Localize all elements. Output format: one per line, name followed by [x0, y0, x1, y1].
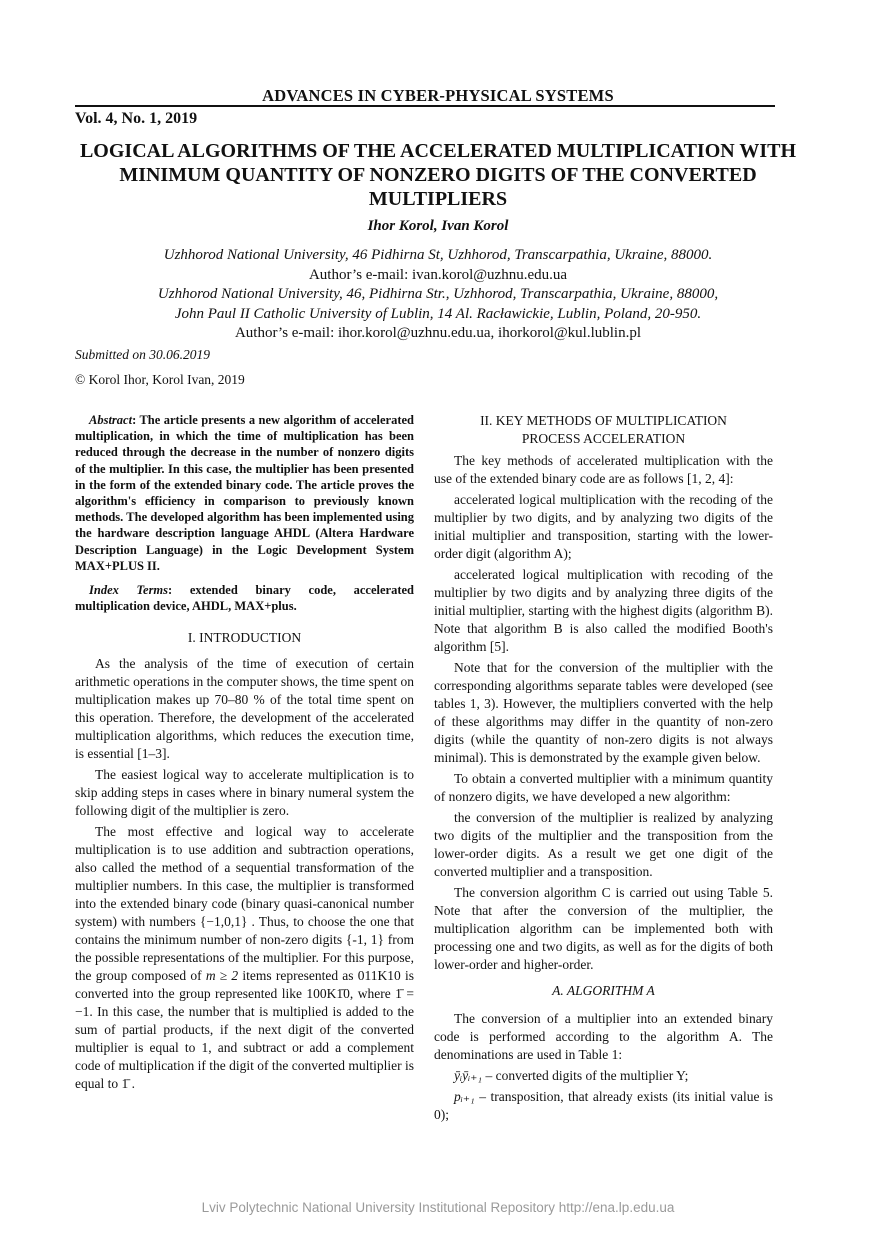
authors: Ihor Korol, Ivan Korol	[367, 218, 509, 234]
math-symbol: ȳᵢȳᵢ₊₁	[454, 1068, 483, 1083]
affiliation-2a: Uzhhorod National University, 46, Pidhirna Str., Uzhhorod, Transcarpathia, Ukraine, 88000,	[157, 286, 719, 302]
paper-title: LOGICAL ALGORITHMS OF THE ACCELERATED MULTIPLICATION WITH MINIMUM QUANTITY OF NONZERO DIGITS OF THE CONVERTED MULTIPLIERS	[79, 140, 797, 210]
paragraph: The key methods of accelerated multiplication with the use of the extended binary code are as follows [1, 2, 4]:	[434, 453, 773, 486]
subsection-heading-algorithm-a: A. ALGORITHM A	[552, 983, 655, 998]
paragraph: accelerated logical multiplication with recoding of the multiplier by two digits and by analyzing three digits of the initial multiplier, starting with the highest digits (algorithm B). Note that algorithm B is also called the modified Booth's algorithm [5].	[434, 567, 773, 654]
author-email-2: Author’s e-mail: ihor.korol@uzhnu.edu.ua, ihorkorol@kul.lublin.pl	[234, 325, 642, 341]
header-rule	[75, 105, 775, 107]
paragraph: pᵢ₊₁ – transposition, that already exists (its initial value is 0);	[434, 1089, 773, 1122]
paragraph: To obtain a converted multiplier with a minimum quantity of nonzero digits, we have developed a new algorithm:	[434, 771, 773, 804]
math-symbol: pᵢ₊₁	[454, 1089, 475, 1104]
introduction-body	[75, 655, 414, 1093]
affiliation-2b: John Paul II Catholic University of Lublin, 14 Al. Racławickie, Lublin, Poland, 20-950.	[174, 305, 702, 322]
affiliations	[60, 246, 816, 344]
paragraph: ȳᵢȳᵢ₊₁ – converted digits of the multiplier Y;	[454, 1068, 689, 1083]
paragraph: The easiest logical way to accelerate multiplication is to skip adding steps in cases where in binary numeral system the following digit of the multiplier is zero.	[75, 767, 414, 818]
copyright: © Korol Ihor, Korol Ivan, 2019	[75, 372, 245, 387]
paragraph: accelerated logical multiplication with the recoding of the multiplier by two digits, and by analyzing two digits of the initial multiplier and transposition, starting with the lower-order digit (algorithm A);	[434, 492, 773, 561]
affiliation-1: Uzhhorod National University, 46 Pidhirna St, Uzhhorod, Transcarpathia, Ukraine, 88000.	[163, 247, 713, 263]
math-one-bar: 1̄ = −1	[75, 986, 414, 1019]
abstract-label: Abstract	[89, 413, 133, 427]
paragraph: The most effective and logical way to accelerate multiplication is to use addition and subtraction operations, also called the method of a sequential transformation of the multiplier numbers. In this case, the multiplier is transformed into the extended binary code (binary quasi-canonical number system) with numbers {−1,0,1} . Thus, to choose the one that contains the minimum number of non-zero digits {-1, 1} from the possible representations of the multiplier. For this purpose, the group composed of m ≥ 2 items represented as 011K10 is converted into the group represented like 100K1̄0, where 1̄ = −1. In this case, the number that is multiplied is added to the sum of partial products, if the next digit of the converted multiplier is equal to 1, and subtract or add a complement code of multiplication if the digit of the converted multiplier is equal to 1̄ .	[75, 824, 414, 1091]
submitted-date: Submitted on 30.06.2019	[75, 347, 210, 362]
math-group-converted: 100K1̄0	[306, 986, 350, 1001]
abstract-text: : The article presents a new algorithm of accelerated multiplication, in which the time of multiplication has been reduced through the decrease in the number of nonzero digits of the multiplier. In this case, the multiplier has been presented in the form of the extended binary code. The article proves the algorithm's efficiency in comparison to previously known methods. The developed algorithm has been implemented using the hardware description language AHDL (Altera Hardware Description Language) in the Logic Development System MAX+PLUS II.	[75, 413, 414, 573]
section-heading-introduction: I. INTRODUCTION	[187, 630, 302, 645]
paragraph: Note that for the conversion of the multiplier with the corresponding algorithms separate tables were developed (see tables 1, 3). However, the multipliers converted with the help of these algorithms may differ in the quantity of non-zero digits (while the quantity of non-zero digits is not always minimal). This is demonstrated by the example given below.	[434, 660, 773, 765]
index-terms	[75, 582, 414, 614]
math-m-condition: m ≥ 2	[205, 968, 239, 983]
paragraph: The conversion of a multiplier into an extended binary code is performed according to the algorithm A. The denominations are used in Table 1:	[434, 1011, 773, 1062]
math-group-original: 011K10	[357, 968, 401, 983]
journal-name: ADVANCES IN CYBER-PHYSICAL SYSTEMS	[262, 86, 614, 105]
repository-footer: Lviv Polytechnic National University Institutional Repository http://ena.lp.edu.ua	[201, 1200, 675, 1215]
volume-info: Vol. 4, No. 1, 2019	[75, 110, 198, 127]
index-terms-label: Index Terms	[89, 583, 169, 597]
paragraph: the conversion of the multiplier is realized by analyzing two digits of the multiplier and the transposition from the lower-order digits. As a result we get one digit of the converted multiplier and a transposition.	[434, 810, 773, 879]
abstract	[75, 412, 414, 574]
math-one-bar: 1̄	[121, 1076, 129, 1091]
section-heading-key-methods: II. KEY METHODS OF MULTIPLICATION PROCESS ACCELERATION	[480, 413, 727, 446]
author-email-1: Author’s e-mail: ivan.korol@uzhnu.edu.ua	[308, 266, 568, 283]
paragraph: As the analysis of the time of execution of certain arithmetic operations in the computer shows, the time spent on multiplication makes up 70–80 % of the total time spent on this operation. Therefore, the development of the accelerated multiplication algorithms, which reduces the execution time, is essential [1–3].	[75, 656, 414, 761]
index-terms-text: : extended binary code, accelerated multiplication device, AHDL, MAX+plus.	[75, 583, 414, 614]
algorithm-a-body	[434, 1010, 773, 1124]
paragraph: The conversion algorithm C is carried out using Table 5. Note that after the conversion of the multiplier, the multiplication algorithm can be implemented both with processing one and two digits, as well as for the digits of both lower-order and higher-order.	[434, 885, 773, 972]
key-methods-body	[434, 452, 773, 974]
